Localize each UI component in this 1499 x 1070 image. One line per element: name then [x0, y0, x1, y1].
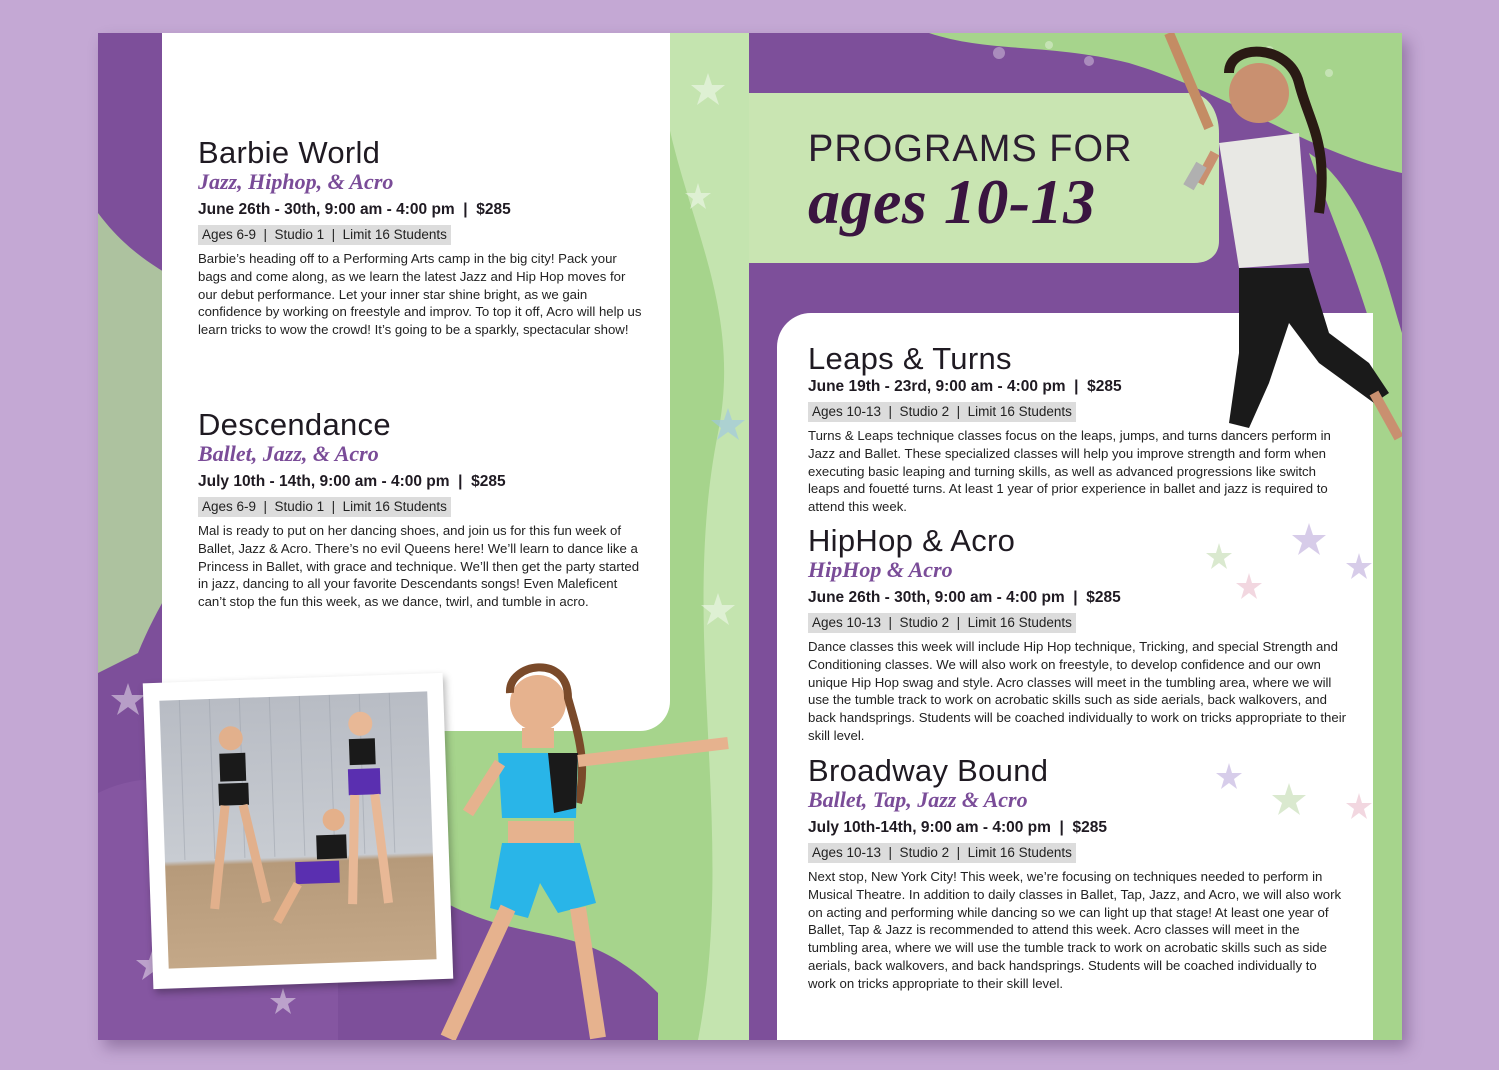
- program-style: Ballet, Jazz, & Acro: [198, 441, 379, 466]
- program-info-tag: Ages 10-13 | Studio 2 | Limit 16 Students: [808, 402, 1076, 422]
- program-date-price: July 10th-14th, 9:00 am - 4:00 pm | $285: [808, 819, 1107, 836]
- program-info-tag: Ages 10-13 | Studio 2 | Limit 16 Students: [808, 843, 1076, 863]
- heading-line-1: PROGRAMS FOR: [808, 128, 1133, 170]
- program-date-price: June 19th - 23rd, 9:00 am - 4:00 pm | $285: [808, 378, 1122, 395]
- program-description: Dance classes this week will include Hip Hop technique, Tricking, and special Strength and Conditioning classes. We will also work on freestyle, to develop confidence and our own unique Hip Hop swag and style. Acro classes will meet in the tumbling area, where we will use the tumble track to work on acrobatic skills such as side aerials, back walkovers, and back handsprings. Students will be coached individually to work on tricks appropriate to their skill level.: [808, 639, 1347, 743]
- dancers-illustration: [159, 691, 436, 968]
- program-date-price: June 26th - 30th, 9:00 am - 4:00 pm | $285: [808, 589, 1121, 606]
- program-style: Ballet, Tap, Jazz & Acro: [808, 787, 1028, 812]
- program-title: Broadway Bound: [808, 753, 1049, 788]
- program-broadway-bound: [808, 755, 1348, 993]
- program-title: Barbie World: [198, 135, 381, 170]
- brochure-spread: [98, 33, 1402, 1040]
- program-description: Barbie’s heading off to a Performing Arts camp in the big city! Pack your bags and come along, as we learn the latest Jazz and Hip Hop moves for our debut performance. Let your inner star shine bright, as we gain confidence by working on freestyle and improv. To top it off, Acro will help us learn tricks to wow the crowd! It’s going to be a sparkly, spectacular show!: [198, 251, 642, 338]
- group-dancers-photo-image: [159, 691, 436, 968]
- heading-line-2: ages 10-13: [808, 166, 1096, 237]
- right-page: [749, 33, 1402, 1040]
- program-date-price: June 26th - 30th, 9:00 am - 4:00 pm | $285: [198, 201, 511, 218]
- program-info-tag: Ages 10-13 | Studio 2 | Limit 16 Students: [808, 613, 1076, 633]
- group-dancers-photo: [143, 673, 453, 989]
- program-barbie-world: [198, 137, 648, 339]
- program-style: Jazz, Hiphop, & Acro: [198, 169, 394, 194]
- program-description: Turns & Leaps technique classes focus on the leaps, jumps, and turns dancers perform in Jazz and Ballet. These specialized classes will help you improve strength and form when executing basic leaping and turning skills, as well as advanced progressions like switch leaps and fouetté turns. At least 1 year of prior experience in ballet and jazz is required to attend this week.: [808, 428, 1331, 515]
- program-description: Next stop, New York City! This week, we’re focusing on techniques needed to perform in Musical Theatre. In addition to daily classes in Ballet, Tap, Jazz, and Acro, we will also work on acting and performing while dancing so we can light up that stage! At least one year of Ballet, Tap & Jazz is recommended to attend this week. Acro classes will meet in the tumbling area, where we will use the tumble track to work on acrobatic skills such as side aerials, back walkovers, and back handsprings. Students will be coached individually to work on tricks appropriate to their skill level.: [808, 869, 1342, 991]
- program-description: Mal is ready to put on her dancing shoes, and join us for this fun week of Ballet, Jazz & Acro. There’s no evil Queens here! We’ll learn to dance like a Princess in Ballet, with grace and technique. We’ll then get the party started in jazz, dancing to all your favorite Descendants songs! Even Maleficent can’t stop the fun this week, as we dance, twirl, and tumble in acro.: [198, 523, 640, 610]
- program-title: Descendance: [198, 407, 391, 442]
- program-info-tag: Ages 6-9 | Studio 1 | Limit 16 Students: [198, 225, 451, 245]
- left-page: [98, 33, 749, 1040]
- program-title: Leaps & Turns: [808, 341, 1012, 376]
- program-descendance: [198, 409, 648, 611]
- solo-dancer-image: [428, 643, 748, 1040]
- program-title: HipHop & Acro: [808, 523, 1016, 558]
- program-style: HipHop & Acro: [808, 557, 953, 582]
- program-info-tag: Ages 6-9 | Studio 1 | Limit 16 Students: [198, 497, 451, 517]
- program-leaps-turns: [808, 343, 1348, 516]
- program-date-price: July 10th - 14th, 9:00 am - 4:00 pm | $285: [198, 473, 506, 490]
- program-hiphop-acro: [808, 525, 1348, 745]
